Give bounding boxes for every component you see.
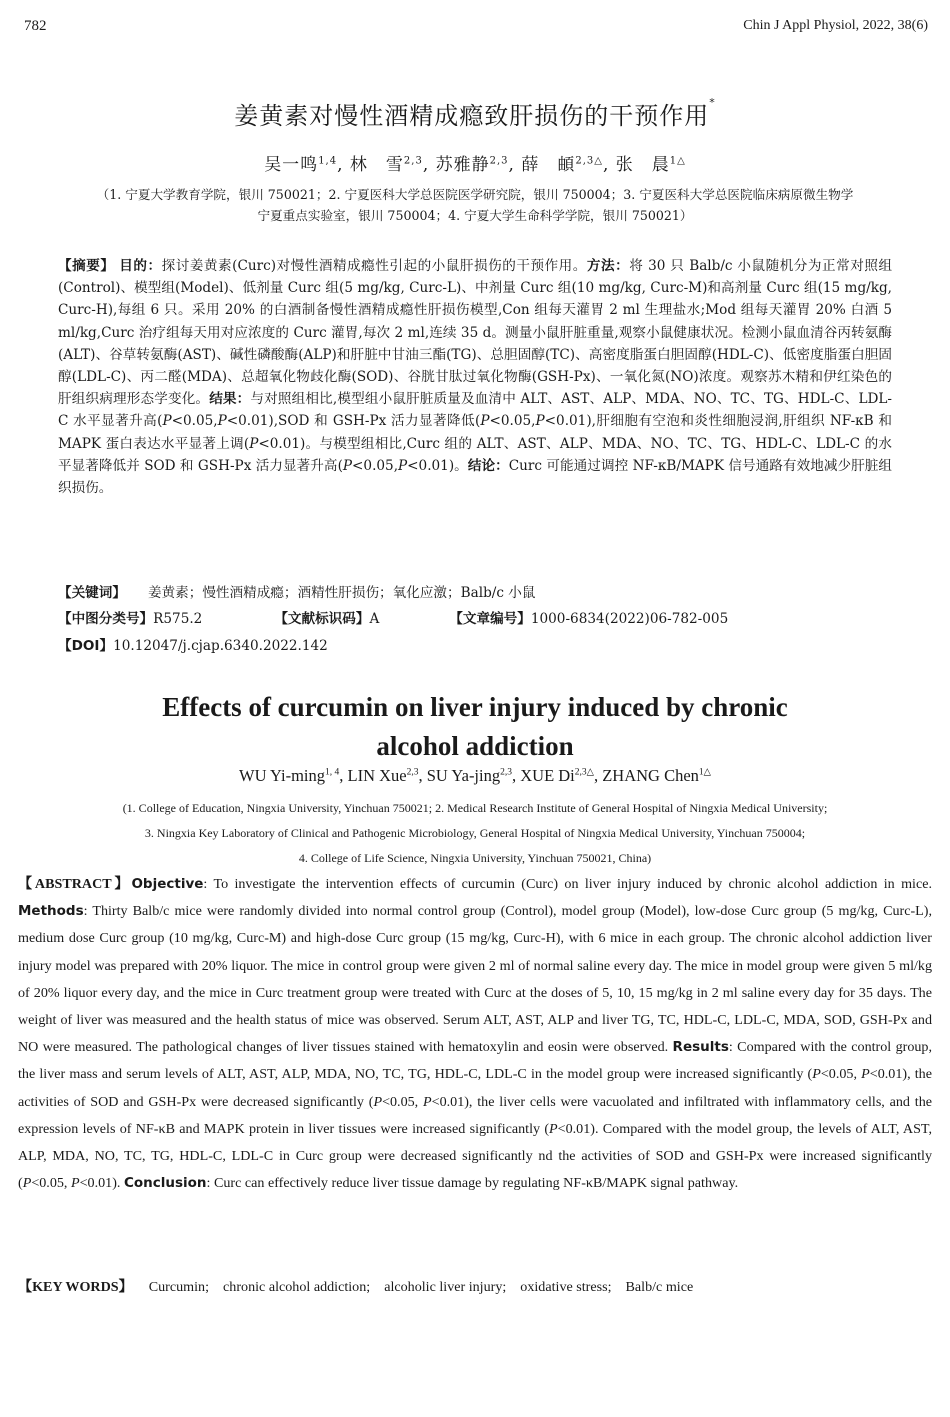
- cn-results-text: <0.05,: [489, 413, 536, 430]
- en-p-symbol: P: [22, 1175, 32, 1192]
- en-author-sup: 1, 4: [325, 767, 340, 778]
- en-p-symbol: P: [549, 1120, 558, 1137]
- cn-author: 吴一鸣: [264, 155, 319, 175]
- cn-article-value: 1000-6834(2022)06-782-005: [530, 611, 729, 627]
- cn-affiliation-line: （1. 宁夏大学教育学院，银川 750021；2. 宁夏医科大学总医院医学研究院，银川 750004；3. 宁夏医科大学总医院临床病原微生物学: [96, 187, 854, 202]
- en-keyword: Curcumin;: [148, 1279, 210, 1295]
- en-keyword: alcoholic liver injury;: [384, 1279, 507, 1295]
- cn-title-text: 姜黄素对慢性酒精成瘾致肝损伤的干预作用: [234, 102, 710, 130]
- en-affiliation-line: 4. College of Life Science, Ningxia University, Yinchuan 750021, China): [298, 851, 652, 866]
- cn-title-mark: *: [709, 96, 716, 109]
- en-keyword: oxidative stress;: [520, 1279, 612, 1295]
- cn-abstract-label: 【摘要】: [58, 258, 115, 274]
- en-results-text: <0.01), the activities of SOD and GSH-Px were decreased significantly (: [18, 1066, 932, 1110]
- cn-objective-label: 目的：: [119, 258, 162, 274]
- cn-author: 林 雪: [349, 155, 404, 175]
- en-affiliation-line: 3. Ningxia Key Laboratory of Clinical and Pathogenic Microbiology, General Hospital of Ningxia Medical University, Yinchuan 750004;: [144, 826, 806, 841]
- cn-p-symbol: P: [342, 457, 353, 474]
- cn-author-sup: 1△: [669, 155, 686, 167]
- en-results-text: <0.01). Compared with the model group, the levels of ALT, AST, ALP, MDA, NO, TC, TG, HDL-C, LDL-C in Curc group were decreased significantly nd the activities of SOD and GSH-Px were increased significantly (: [18, 1120, 932, 1192]
- en-results-text: <0.05,: [31, 1175, 71, 1192]
- cn-p-symbol: P: [535, 413, 545, 430]
- en-authors: WU Yi-ming$^{1, 4}$, LIN Xue$^{2,3}$, SU Ya-jing$^{2,3}$, XUE $Di^{2,3\triangle}$, ZHANG Chen$^{1\triangle}$: [239, 766, 711, 785]
- cn-keywords-label: 【关键词】: [58, 585, 126, 601]
- en-p-symbol: P: [70, 1175, 80, 1192]
- cn-objective-text: 探讨姜黄素(Curc)对慢性酒精成瘾性引起的小鼠肝损伤的干预作用。: [161, 258, 587, 274]
- en-results-label: Results: [672, 1039, 729, 1056]
- cn-results-text: <0.05,: [352, 457, 399, 474]
- en-keywords-label: 【KEY WORDS】: [18, 1279, 133, 1295]
- page-number: 782: [24, 18, 47, 34]
- cn-author-sup: 2,3: [489, 155, 509, 167]
- en-p-symbol: P: [861, 1066, 870, 1083]
- en-results-text: <0.05,: [382, 1093, 424, 1110]
- en-p-symbol: P: [373, 1093, 383, 1110]
- cn-keywords: [58, 581, 535, 601]
- cn-conclusion-label: 结论：: [467, 457, 509, 474]
- cn-p-symbol: P: [398, 457, 408, 474]
- en-author: LIN Xue: [347, 766, 407, 785]
- cn-author-sup: 1,4: [318, 155, 338, 167]
- cn-results-text: 与对照组相比,模型组小鼠肝脏质量及血清中 ALT、AST、ALP、MDA、NO、TC、TG、HDL-C、LDL-C 水平显著升高(: [58, 391, 893, 430]
- cn-p-symbol: P: [217, 413, 227, 430]
- cn-results-label: 结果：: [209, 391, 251, 408]
- en-conclusion-text: : Curc can effectively reduce liver tissue damage by regulating NF-κB/MAPK signal pathway.: [206, 1175, 739, 1192]
- en-p-symbol: P: [812, 1066, 821, 1083]
- en-affiliations: [10, 796, 940, 872]
- cn-author-sup: 2,3△: [575, 155, 603, 167]
- en-abstract-label: 【ABSTRACT】: [18, 876, 132, 892]
- cn-methods-text: 将 30 只 Balb/c 小鼠随机分为正常对照组(Control)、模型组(Model)、低剂量 Curc 组(5 mg/kg, Curc-L)、中剂量 Curc 组(10 mg/kg, Curc-M)和高剂量 Curc 组(15 mg/kg, Curc-H),每组 6 只。采用 20% 的白酒制备慢性酒精成瘾性肝损伤模型,Con 组每天灌胃 2 ml 生理盐水;Mod 组每天灌胃 20% 白酒 5 ml/kg,Curc 治疗组每天用对应浓度的 Curc 灌胃,每次 2 ml,连续 35 d。测量小鼠肝脏重量,观察小鼠健康状况。检测小鼠血清谷丙转氨酶(ALT)、谷草转氨酶(AST)、碱性磷酸酶(ALP)和肝脏中甘油三酯(TG)、总胆固醇(TC)、高密度脂蛋白胆固醇(HDL-C)、低密度脂蛋白胆固醇(LDL-C)、丙二醛(MDA)、总超氧化物歧化酶(SOD)、谷胱甘肽过氧化物酶(GSH-Px)、一氧化氮(NO)浓度。观察苏木精和伊红染色的肝组织病理形态学变化。: [58, 258, 893, 408]
- journal-header: Chin J Appl Physiol, 2022, 38(6): [743, 18, 928, 33]
- en-keyword: chronic alcohol addiction;: [223, 1279, 371, 1295]
- cn-author-sup: 2,3: [403, 155, 423, 167]
- cn-authors: 吴一鸣$^{1,4}$, 林 雪$^{2,3}$, 苏雅静$^{2,3}$, 薛 頔$^{2,3\triangle}$, 张 晨$^{1\triangle}$: [264, 155, 686, 175]
- en-abstract: [18, 871, 932, 1197]
- cn-p-symbol: P: [249, 435, 259, 452]
- en-methods-label: Methods: [18, 903, 84, 920]
- en-author: XUE Di: [520, 766, 575, 785]
- en-affiliation-line: (1. College of Education, Ningxia University, Yinchuan 750021; 2. Medical Research Institute of General Hospital of Ningxia Medical University;: [122, 801, 828, 815]
- cn-title: [0, 96, 950, 131]
- en-author: ZHANG Chen: [602, 766, 699, 785]
- en-author-sup: 2,3△: [574, 767, 594, 778]
- en-results-text: <0.01).: [79, 1175, 124, 1192]
- cn-class-label: 【中图分类号】: [58, 611, 154, 627]
- cn-class-value: R575.2: [153, 611, 203, 627]
- en-author: WU Yi-ming: [239, 766, 326, 785]
- en-results-text: : Compared with the control group, the liver mass and serum levels of ALT, AST, ALP, MDA, NO, TC, TG, HDL-C, LDL-C in the model group were increased significantly (: [18, 1039, 933, 1083]
- en-results-text: <0.05,: [820, 1066, 862, 1083]
- cn-doi-value: 10.12047/j.cjap.6340.2022.142: [113, 638, 328, 654]
- cn-article-label: 【文章编号】: [449, 611, 531, 627]
- en-objective-text: : To investigate the intervention effects of curcumin (Curc) on liver injury induced by chronic alcohol addiction in mice.: [203, 876, 932, 892]
- en-p-symbol: P: [423, 1093, 432, 1110]
- cn-results-text: <0.01)。: [407, 457, 468, 474]
- cn-affiliation-line: 宁夏重点实验室，银川 750004；4. 宁夏大学生命科学学院，银川 750021）: [257, 208, 693, 223]
- en-methods-text: : Thirty Balb/c mice were randomly divided into normal control group (Control), model group (Model), low-dose Curc group (5 mg/kg, Curc-L), medium dose Curc group (10 mg/kg, Curc-M) and high-dose Curc group (15 mg/kg, Curc-H), with 6 mice in each group. The chronic alcohol addiction liver injury model was prepared with 20% liquor. The mice in control group were given 2 ml of normal saline every day. The mice in model group were given 5 ml/kg of 20% liquor every day, and the mice in Curc treatment group were treated with Curc at the doses of 5, 10, 15 mg/kg in 2 ml saline every day for 35 days. The weight of liver was measured and the health status of mice was observed. Serum ALT, AST, ALP and liver TG, TC, HDL-C, LDL-C, MDA, SOD, GSH-Px and NO were measured. The pathological changes of liver tissues stained with hematoxylin and eosin were observed.: [18, 903, 932, 1056]
- cn-author: 苏雅静: [435, 155, 490, 175]
- cn-results-text: <0.01),肝细胞有空泡和炎性细胞浸润,肝组织 NF-κB 和 MAPK 蛋白表达水平显著上调(: [58, 413, 892, 452]
- cn-classification: [58, 607, 892, 627]
- en-keywords: [18, 1276, 693, 1296]
- cn-doi-label: 【DOI】: [58, 638, 114, 654]
- cn-affiliations: [30, 184, 920, 226]
- en-author-sup: 2,3: [500, 767, 512, 778]
- en-title-line: Effects of curcumin on liver injury induced by chronic: [162, 692, 788, 722]
- cn-p-symbol: P: [480, 413, 490, 430]
- cn-abstract: [58, 255, 892, 499]
- en-title: [0, 688, 950, 766]
- cn-p-symbol: P: [162, 413, 172, 430]
- cn-doc-label: 【文献标识码】: [274, 611, 370, 627]
- en-author: SU Ya-jing: [426, 766, 501, 785]
- cn-author: 张 晨: [615, 155, 670, 175]
- en-results-text: <0.01), the liver cells were vacuolated and infiltrated with inflammatory cells, and the expression levels of NF-κB and MAPK protein in liver tissues were increased significantly (: [18, 1093, 933, 1137]
- en-keyword: Balb/c mice: [625, 1279, 694, 1295]
- en-title-line: alcohol addiction: [376, 731, 574, 761]
- cn-methods-label: 方法：: [586, 258, 630, 274]
- cn-doc-value: A: [369, 611, 380, 627]
- en-objective-label: Objective: [131, 876, 204, 892]
- en-author-sup: 2,3: [406, 767, 419, 778]
- cn-results-text: <0.05,: [171, 413, 218, 430]
- cn-author: 薛 頔: [521, 155, 576, 175]
- en-conclusion-label: Conclusion: [123, 1175, 207, 1192]
- cn-doi: [58, 634, 328, 654]
- cn-results-text: <0.01)。与模型组相比,Curc 组的 ALT、AST、ALP、MDA、NO、TC、TG、HDL-C、LDL-C 的水平显著降低并 SOD 和 GSH-Px 活力显著升高(: [58, 435, 892, 474]
- en-author-sup: 1△: [698, 767, 711, 778]
- cn-conclusion-text: Curc 可能通过调控 NF-κB/MAPK 信号通路有效地减少肝脏组织损伤。: [58, 457, 892, 497]
- cn-results-text: <0.01),SOD 和 GSH-Px 活力显著降低(: [226, 413, 481, 430]
- cn-keywords-text: 姜黄素；慢性酒精成瘾；酒精性肝损伤；氧化应激；Balb/c 小鼠: [147, 585, 536, 601]
